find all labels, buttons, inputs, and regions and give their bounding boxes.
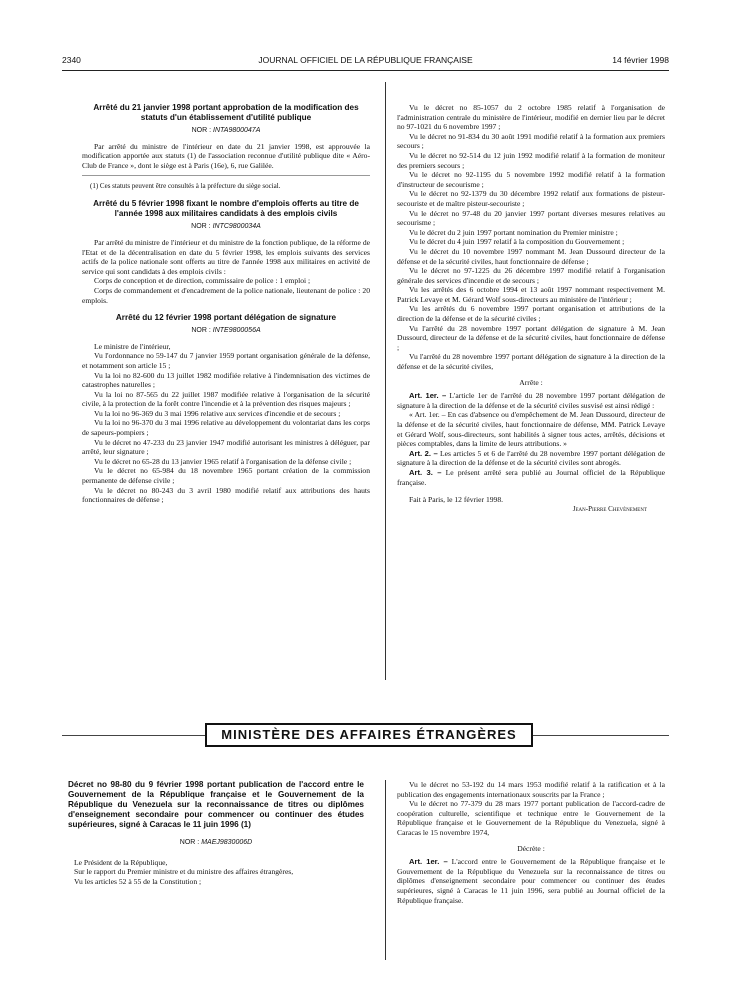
visa-line: Vu les arrêtés des 6 octobre 1994 et 13 août 1997 nommant respectivement M. Patrick Levaye et M. Gérard Wolf sous-directeurs au ministère de l'intérieur ;: [397, 285, 665, 304]
visa-line: Vu le décret no 47-233 du 23 janvier 1947 modifié autorisant les ministres à déléguer, par arrêté, leur signature ;: [82, 437, 370, 457]
visa-line: Vu le décret no 92-514 du 12 juin 1992 modifié relatif à la formation de moniteur des premiers secours ;: [397, 150, 665, 170]
ministry-heading: MINISTÈRE DES AFFAIRES ÉTRANGÈRES: [205, 723, 533, 747]
visa-line: Vu le décret no 97-1225 du 26 décembre 1997 modifié relatif à l'organisation générale des services d'incendie et de secours ;: [397, 266, 665, 285]
arrete-1-body: Par arrêté du ministre de l'intérieur en date du 21 janvier 1998, est approuvée la modification apportée aux statuts (1) de l'association reconnue d'utilité publique dite « Aéro-Club de France », dont le siège est à Paris (16e), 6, rue Galilée.: [82, 141, 370, 170]
visa-line: Vu la loi no 82-600 du 13 juillet 1982 modifiée relative à l'indemnisation des victimes de catastrophes naturelles ;: [82, 370, 370, 390]
visa-line: Vu le décret no 85-1057 du 2 octobre 1985 relatif à l'organisation de l'administration centrale du ministère de l'intérieur, modifié en dernier lieu par le décret no 97-1021 du 6 novembre 1997 ;: [397, 103, 665, 132]
visa-line: Vu la loi no 96-370 du 3 mai 1996 relative au développement du volontariat dans les corps de sapeurs-pompiers ;: [82, 418, 370, 438]
arrete-2-paragraph: Corps de commandement et d'encadrement de la police nationale, lieutenant de police : 20 emplois.: [82, 285, 370, 305]
visa-line: Vu l'arrêté du 28 novembre 1997 portant délégation de signature à M. Jean Dussourd, directeur de la défense et de la sécurité civiles, haut fonctionnaire de défense ;: [397, 323, 665, 352]
visa-line: Vu le décret no 92-1379 du 30 décembre 1992 relatif aux formations de pisteur-secouriste et de maître pisteur-secouriste ;: [397, 189, 665, 208]
decree-visas: [62, 858, 370, 887]
article-2: Art. 2. – Les articles 5 et 6 de l'arrêté du 28 novembre 1997 portant délégation de signature à la direction de la défense et de la sécurité civiles sont abrogés.: [397, 448, 665, 468]
decree-visas-continued: [397, 780, 665, 838]
page-number: 2340: [62, 55, 81, 65]
journal-title: JOURNAL OFFICIEL DE LA RÉPUBLIQUE FRANÇAISE: [258, 55, 473, 65]
column-divider: [385, 82, 386, 680]
signature: Jean-Pierre Chevènement: [572, 504, 647, 513]
arrete-1-title: Arrêté du 21 janvier 1998 portant approbation de la modification des statuts d'un établissement d'utilité publique: [93, 103, 359, 122]
arrete-2-paragraph: Par arrêté du ministre de l'intérieur et du ministre de la fonction publique, de la réforme de l'Etat et de la décentralisation en date du 5 février 1998, les emplois suivants des services actifs de la police nationale sont offerts au titre de l'année 1998 aux militaires en activité de service qui sont candidats à des emplois civils :: [82, 237, 370, 276]
visa-line: Vu le décret no 92-1195 du 5 novembre 1992 modifié relatif à la formation d'instructeur de secourisme ;: [397, 170, 665, 189]
article-1-quote: « Art. 1er. – En cas d'absence ou d'empêchement de M. Jean Dussourd, directeur de la défense et de la sécurité civiles, haut fonctionnaire de défense, MM. Patrick Levaye et Gérard Wolf, sous-directeurs, sont habilités à signer tous actes, arrêtés, décisions et pièces comptables, dans la limite de leurs attributions. »: [397, 410, 665, 449]
decree-title: Décret no 98-80 du 9 février 1998 portant publication de l'accord entre le Gouvernement de la République française et le Gouvernement de la République du Venezuela sur la reconnaissance de titres ou diplômes d'enseignement secondaire pour commencer ou continuer des études supérieures, signé à Caracas le 11 juin 1996 (1): [68, 780, 364, 829]
visa-line: Le Président de la République,: [74, 857, 168, 867]
decree-nor: NOR : MAEJ9830006D: [179, 839, 253, 846]
arrete-2-title: Arrêté du 5 février 1998 fixant le nombre d'emplois offerts au titre de l'année 1998 aux militaires candidats à des emplois civils: [93, 199, 359, 219]
visa-line: Vu le décret no 97-48 du 20 janvier 1997 portant diverses mesures relatives au secourisme ;: [397, 208, 665, 228]
visa-line: Vu l'ordonnance no 59-147 du 7 janvier 1959 portant organisation générale de la défense, et notamment son article 15 ;: [82, 351, 370, 370]
fait-a-paris: Fait à Paris, le 12 février 1998.: [409, 495, 504, 505]
arrete-2-nor: NOR : INTC9800034A: [191, 223, 261, 231]
decree-right-column: [397, 780, 665, 905]
article-3: Art. 3. – Le présent arrêté sera publié au Journal officiel de la République française.: [397, 467, 665, 487]
visa-line: Vu le décret no 65-984 du 18 novembre 1965 portant création de la commission permanente de défense civile ;: [82, 466, 370, 486]
arrete-3-title: Arrêté du 12 février 1998 portant délégation de signature: [115, 313, 337, 323]
decree-article-1: Art. 1er. – L'accord entre le Gouvernement de la République française et le Gouvernement de la République du Venezuela sur la reconnaissance de titres ou diplômes d'enseignement secondaire pour commencer ou continuer des études supérieures, signé à Caracas le 11 juin 1996, sera publié au Journal officiel de la République française.: [397, 857, 665, 905]
arrete-1-nor: NOR : INTA9800047A: [191, 127, 261, 134]
visa-line: Vu le décret du 4 juin 1997 relatif à la composition du Gouvernement ;: [409, 237, 625, 247]
visa-line: Vu le décret no 65-28 du 13 janvier 1965 relatif à l'organisation de la défense civile ;: [94, 456, 352, 466]
visa-line: Vu le décret du 2 juin 1997 portant nomination du Premier ministre ;: [409, 227, 618, 237]
visa-line: Vu les articles 52 à 55 de la Constitution ;: [74, 876, 202, 886]
arrete-3-visas-continued: [397, 103, 665, 372]
visa-line: Sur le rapport du Premier ministre et du ministre des affaires étrangères,: [74, 867, 294, 877]
column-divider-bottom: [385, 780, 386, 960]
decree-left-column: [62, 780, 370, 886]
visa-line: Vu la loi no 96-369 du 3 mai 1996 relative aux services d'incendie et de secours ;: [94, 408, 341, 418]
arrete-1-footnote: (1) Ces statuts peuvent être consultés à la préfecture du siège social.: [90, 182, 281, 191]
visa-line: Vu la loi no 87-565 du 22 juillet 1987 modifiée relative à l'organisation de la sécurité civile, à la protection de la forêt contre l'incendie et à la prévention des risques majeurs ;: [82, 389, 370, 409]
visa-line: Vu l'arrêté du 28 novembre 1997 portant délégation de signature à la direction de la défense et de la sécurité civiles,: [397, 352, 665, 372]
visa-line: Vu le décret no 77-379 du 28 mars 1977 portant publication de l'accord-cadre de coopération culturelle, scientifique et technique entre le Gouvernement de la République française et le Gouvernement de la République du Venezuela, signé à Caracas le 15 novembre 1974,: [397, 799, 665, 837]
visa-line: Vu le décret no 53-192 du 14 mars 1953 modifié relatif à la ratification et à la publication des engagements internationaux souscrits par la France ;: [397, 780, 665, 799]
article-1: Art. 1er. – L'article 1er de l'arrêté du 28 novembre 1997 portant délégation de signature à la direction de la défense et de la sécurité civiles susvisé est ainsi rédigé :: [397, 391, 666, 410]
issue-date: 14 février 1998: [612, 55, 669, 65]
visa-line: Vu le décret no 91-834 du 30 août 1991 modifié relatif à la formation aux premiers secours ;: [397, 131, 665, 151]
header-rule: [62, 70, 669, 71]
arrete-3-visas: [82, 342, 370, 505]
visa-line: Vu les arrêtés du 6 novembre 1997 portant organisation et attributions de la direction de la défense et de la sécurité civiles ;: [397, 304, 665, 324]
left-column: [82, 103, 370, 505]
arrete-2-paragraph: Corps de conception et de direction, commissaire de police : 1 emploi ;: [94, 276, 311, 286]
right-column: [397, 103, 665, 514]
page-header: [62, 55, 669, 71]
decrete-heading: Décrète :: [517, 843, 545, 853]
visa-line: Vu le décret no 80-243 du 3 avril 1980 modifié relatif aux attributions des hauts fonctionnaires de défense ;: [82, 485, 370, 505]
footnote-separator: [82, 175, 370, 176]
visa-line: Le ministre de l'intérieur,: [94, 341, 171, 351]
arrete-3-nor: NOR : INTE9800056A: [191, 327, 261, 335]
visa-line: Vu le décret du 10 novembre 1997 nommant M. Jean Dussourd directeur de la défense et de la sécurité civiles, haut fonctionnaire de défense ;: [397, 246, 665, 266]
arrete-heading: Arrête :: [519, 377, 543, 387]
